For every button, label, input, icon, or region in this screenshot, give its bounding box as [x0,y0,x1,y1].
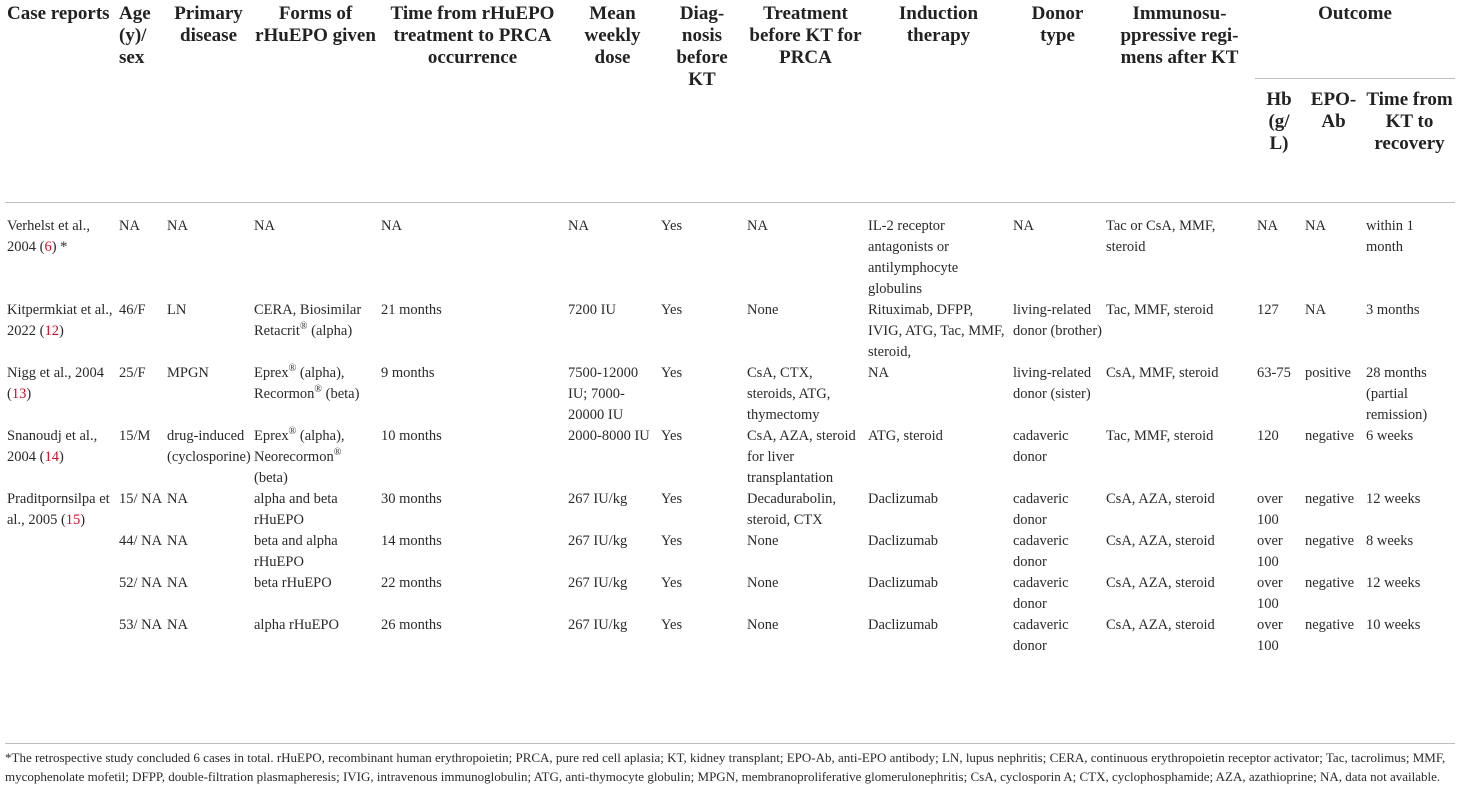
header-case-reports: Case reports [7,3,110,24]
time-cell: 9 months [381,365,435,381]
header-primary-disease: Primary disease [174,3,243,46]
induction-cell: Daclizumab [868,575,939,591]
table-row [5,363,1455,426]
disease-cell: LN [167,302,187,318]
dose-cell: 2000-8000 IU [568,428,650,444]
header-diagnosis: Diag-nosis before KT [676,3,728,90]
induction-cell: Daclizumab [868,617,939,633]
diagnosis-cell: Yes [661,617,683,633]
forms-cell [252,300,379,363]
table-footnote: *The retrospective study concluded 6 cases in total. rHuEPO, recombinant human erythropoietin; PRCA, pure red cell aplasia; KT, kidney transplant; EPO-Ab, anti-EPO antibody; LN, lupus nephritis; CERA, continuous erythropoietin receptor activator; Tac, tacrolimus; MMF, mycophenolate mofetil; DFPP, double-filtration plasmapheresis; IVIG, intravenous immunoglobulin; ATG, anti-thymocyte globulin; MPGN, membranoproliferative glomerulonephritis; CsA, cyclosporin A; CTX, cyclophosphamide; AZA, azathioprine; NA, data not available. [5,743,1455,786]
immuno-cell: CsA, AZA, steroid [1106,491,1215,507]
recovery-cell: 8 weeks [1366,533,1414,549]
disease-cell: drug-induced (cyclosporine) [167,428,251,465]
donor-cell: cadaveric donor [1013,575,1069,612]
epoab-cell: NA [1303,203,1364,301]
donor-cell: cadaveric donor [1013,428,1069,465]
case-author: Snanoudj et al., 2004 ( [7,428,98,465]
forms-cell [252,426,379,489]
time-cell: 26 months [381,617,442,633]
epoab-cell: negative [1305,491,1355,507]
table-row [5,203,1455,301]
table-row [5,426,1455,489]
disease-cell: MPGN [167,365,209,381]
case-reports-table [5,0,1455,657]
header-hb: Hb (g/ L) [1255,79,1303,203]
immuno-cell: CsA, AZA, steroid [1106,575,1215,591]
age-cell: 46/F [119,302,146,318]
diagnosis-cell: Yes [659,203,745,301]
header-recovery-time: Time from KT to recovery [1364,79,1455,203]
induction-cell: Rituximab, DFPP, IVIG, ATG, Tac, MMF, steroid, [868,302,1005,360]
induction-cell: Daclizumab [868,491,939,507]
case-author: Kitpermkiat et al., 2022 ( [7,302,113,339]
table-row [5,531,1455,573]
hb-cell: over 100 [1257,575,1283,612]
treatment-cell: None [747,575,779,591]
immuno-cell: Tac, MMF, steroid [1106,302,1214,318]
header-weekly-dose: Mean weekly dose [584,3,641,68]
reference-link[interactable]: 6 [44,239,52,255]
table-row [5,489,1455,531]
case-cell [5,300,117,363]
immuno-cell: Tac or CsA, MMF, steroid [1104,203,1255,301]
header-epo-ab: EPO-Ab [1303,79,1364,203]
induction-cell: ATG, steroid [868,428,943,444]
disease-cell: NA [167,491,188,507]
forms-text: CERA, Biosimilar Retacrit [254,302,362,339]
diagnosis-cell: Yes [661,365,683,381]
donor-cell: living-related donor (brother) [1013,302,1102,339]
header-row-main [5,0,1455,79]
treatment-cell: None [747,617,779,633]
registered-mark: ® [314,384,323,396]
time-cell: 21 months [381,302,442,318]
dose-cell: 267 IU/kg [568,491,628,507]
treatment-cell: Decadurabolin, steroid, CTX [747,491,836,528]
case-suffix: ) [58,323,64,339]
case-suffix: ) [80,512,86,528]
case-cell [5,489,117,657]
immuno-cell: Tac, MMF, steroid [1106,428,1214,444]
induction-cell: IL-2 receptor antagonists or antilymphocyte globulins [866,203,1011,301]
case-cell [5,363,117,426]
epoab-cell: negative [1305,428,1355,444]
table-row [5,573,1455,615]
registered-mark: ® [288,426,297,438]
treatment-cell: CsA, CTX, steroids, ATG, thymectomy [747,365,831,423]
epoab-cell: NA [1305,302,1326,318]
diagnosis-cell: Yes [661,575,683,591]
table-row [5,300,1455,363]
forms-text: (alpha), Recormon [254,365,345,402]
reference-link[interactable]: 13 [11,386,27,402]
treatment-cell: NA [745,203,866,301]
dose-cell: 267 IU/kg [568,617,628,633]
treatment-cell: None [747,533,779,549]
case-suffix: ) [58,449,64,465]
case-suffix: ) * [51,239,68,255]
treatment-cell: None [747,302,779,318]
header-forms: Forms of rHuEPO given [255,3,376,46]
time-cell: 14 months [381,533,442,549]
header-immunosuppressive: Immunosu-ppressive regi-mens after KT [1120,3,1239,68]
immuno-cell: CsA, AZA, steroid [1106,617,1215,633]
immuno-cell: CsA, MMF, steroid [1106,365,1219,381]
header-age-sex: Age (y)/ sex [119,3,151,68]
hb-cell: over 100 [1257,533,1283,570]
diagnosis-cell: Yes [661,428,683,444]
epoab-cell: negative [1305,575,1355,591]
treatment-cell: CsA, AZA, steroid for liver transplantation [747,428,856,486]
epoab-cell: negative [1305,617,1355,633]
recovery-cell: 6 weeks [1366,428,1414,444]
dose-cell: NA [566,203,659,301]
dose-cell: 267 IU/kg [568,575,628,591]
induction-cell: NA [868,365,889,381]
forms-text: (alpha), Neorecormon [254,428,345,465]
header-treatment: Treatment before KT for PRCA [749,3,862,68]
registered-mark: ® [333,447,342,459]
reference-link[interactable]: 15 [65,512,81,528]
case-cell [5,426,117,489]
dose-cell: 267 IU/kg [568,533,628,549]
donor-cell: cadaveric donor [1013,533,1069,570]
age-cell: 53/ NA [119,617,163,633]
forms-cell: beta and alpha rHuEPO [254,533,338,570]
forms-cell: beta rHuEPO [254,575,332,591]
case-author: Verhelst et al., 2004 ( [7,218,90,255]
table-row [5,615,1455,657]
recovery-cell: 28 months (partial remission) [1366,365,1428,423]
case-suffix: ) [26,386,32,402]
forms-text: (beta) [254,470,288,486]
reference-link[interactable]: 12 [44,323,59,339]
donor-cell: NA [1011,203,1104,301]
forms-cell: NA [252,203,379,301]
dose-cell: 7200 IU [568,302,616,318]
recovery-cell: 10 weeks [1366,617,1421,633]
time-cell: 10 months [381,428,442,444]
header-outcome: Outcome [1318,3,1392,24]
hb-cell: over 100 [1257,491,1283,528]
recovery-cell: 12 weeks [1366,491,1421,507]
reference-link[interactable]: 14 [44,449,59,465]
header-time-to-prca: Time from rHuEPO treatment to PRCA occurrence [390,3,555,68]
diagnosis-cell: Yes [661,533,683,549]
recovery-cell: within 1 month [1364,203,1455,301]
age-cell: 15/ NA [119,491,163,507]
hb-cell: 120 [1257,428,1279,444]
forms-text: Eprex [254,428,289,444]
forms-cell: alpha and beta rHuEPO [254,491,338,528]
forms-text: Eprex [254,365,289,381]
forms-cell [252,363,379,426]
donor-cell: living-related donor (sister) [1013,365,1092,402]
induction-cell: Daclizumab [868,533,939,549]
diagnosis-cell: Yes [661,302,683,318]
age-cell: 15/M [119,428,151,444]
registered-mark: ® [299,321,308,333]
diagnosis-cell: Yes [661,491,683,507]
hb-cell: 127 [1257,302,1279,318]
age-cell: 25/F [119,365,146,381]
header-donor-type: Donor type [1031,3,1084,46]
case-author: Nigg et al., 2004 ( [7,365,105,402]
age-cell: NA [117,203,165,301]
epoab-cell: positive [1305,365,1351,381]
time-cell: 22 months [381,575,442,591]
forms-text: (alpha) [311,323,353,339]
disease-cell: NA [165,203,252,301]
time-cell: NA [379,203,566,301]
forms-text: (beta) [322,386,360,402]
donor-cell: cadaveric donor [1013,617,1069,654]
time-cell: 30 months [381,491,442,507]
forms-cell: alpha rHuEPO [254,617,339,633]
donor-cell: cadaveric donor [1013,491,1069,528]
case-cell [5,203,117,301]
hb-cell: NA [1255,203,1303,301]
header-induction: Induction therapy [898,3,979,46]
age-cell: 44/ NA [119,533,163,549]
recovery-cell: 12 weeks [1366,575,1421,591]
disease-cell: NA [167,575,188,591]
age-cell: 52/ NA [119,575,163,591]
dose-cell: 7500-12000 IU; 7000-20000 IU [568,365,639,423]
epoab-cell: negative [1305,533,1355,549]
hb-cell: 63-75 [1257,365,1291,381]
immuno-cell: CsA, AZA, steroid [1106,533,1215,549]
recovery-cell: 3 months [1366,302,1420,318]
registered-mark: ® [288,363,297,375]
disease-cell: NA [167,617,188,633]
hb-cell: over 100 [1257,617,1283,654]
disease-cell: NA [167,533,188,549]
case-author: Praditpornsilpa et al., 2005 ( [7,491,110,528]
